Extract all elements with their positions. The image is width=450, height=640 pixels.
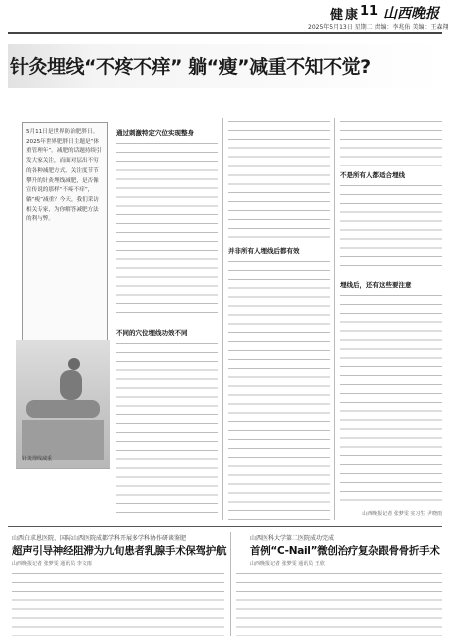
- main-headline: 针灸埋线“不疼不痒” 躺“瘦”减重不知不觉?: [10, 56, 371, 78]
- body-col-2b: [116, 340, 218, 520]
- photo-caption: 针灸埋线减重: [22, 456, 53, 462]
- bottom-right-kicker: 山西医科大学第二医院成功完成: [250, 535, 335, 542]
- bottom-right-body: [236, 570, 442, 636]
- body-col-3a: [228, 118, 330, 242]
- newspaper-logo: 山西晚报: [383, 6, 439, 22]
- body-col-2a: [116, 140, 218, 320]
- section-divider: [8, 526, 442, 527]
- lead-text: 5月11日是世界防治肥胖日。2025年世界肥胖日主题是“体重管理年”。减肥的话题持续引发大家关注，而面对层出不穷的各种减肥方式，关注度节节攀升的针灸埋线减肥，是否像宣传说的那样“不疼不痒”，躺“瘦”减重？今天，我们采访相关专家，为你解答减肥方法的利与弊。: [26, 129, 102, 223]
- bottom-left-body: [12, 570, 224, 636]
- column-divider: [334, 118, 335, 520]
- bottom-right-byline: 山西晚报记者 张梦雯 通讯员 王欣: [250, 561, 325, 567]
- article-photo: [16, 340, 110, 469]
- subhead-2: 不同的穴位埋线功效不同: [116, 329, 188, 337]
- column-divider: [222, 118, 223, 520]
- article-credit: 山西晚报记者 张梦雯 实习生 尹晓雨: [362, 511, 442, 517]
- bottom-left-byline: 山西晚报记者 张梦雯 通讯员 李文雨: [12, 561, 92, 567]
- bottom-column-divider: [230, 532, 231, 636]
- bottom-left-title: 超声引导神经阻滞为九旬患者乳腺手术保驾护航: [12, 545, 227, 557]
- header-rule: [8, 32, 442, 34]
- date-line: 2025年5月13日 星期二 责编：李兆佑 美编：王森翔: [308, 24, 449, 31]
- subhead-4: 不是所有人都适合埋线: [340, 171, 405, 179]
- body-col-4c: [340, 292, 442, 506]
- subhead-3: 并非所有人埋线后都有效: [228, 247, 300, 255]
- body-col-4a: [340, 118, 442, 166]
- bottom-right-title: 首例“C-Nail”微创治疗复杂跟骨骨折手术: [250, 545, 440, 557]
- subhead-1: 通过刺激特定穴位实现整身: [116, 129, 194, 137]
- body-col-3b: [228, 258, 330, 520]
- page-number: 11: [360, 4, 379, 19]
- section-title: 健康: [330, 8, 361, 23]
- body-col-4b: [340, 182, 442, 274]
- bottom-left-kicker: 山西白求恩医院、国际山西医院成都学科开展多学科协作研谈鉴肥: [12, 535, 187, 542]
- subhead-5: 埋线后，还有这些要注意: [340, 281, 412, 289]
